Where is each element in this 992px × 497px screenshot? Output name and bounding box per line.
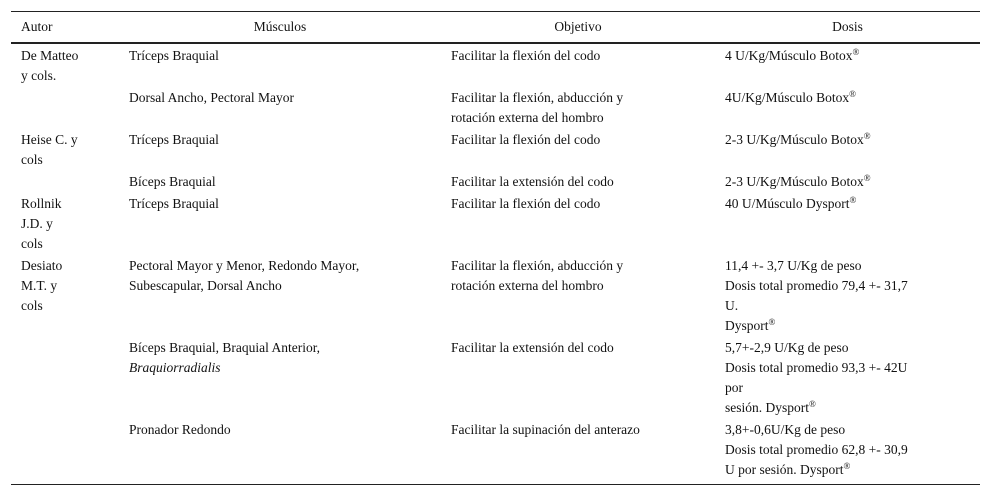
autor-line: Rollnik [21, 196, 62, 211]
cell-musculos [119, 129, 441, 171]
cell-autor [11, 193, 119, 255]
dosis-line-with-mark [725, 316, 970, 336]
objetivo-line: Facilitar la supinación del anterazo [451, 422, 640, 437]
dosis-line-with-mark [725, 88, 970, 108]
cell-dosis [715, 337, 980, 419]
dosis-line: 11,4 +- 3,7 U/Kg de peso [725, 258, 862, 273]
dosis-line: Dosis total promedio 93,3 +- 42U [725, 360, 908, 375]
dosis-line: Dosis total promedio 79,4 +- 31,7 [725, 278, 908, 293]
dosis-line: 2-3 U/Kg/Músculo Botox [725, 174, 864, 189]
cell-objetivo [441, 43, 715, 87]
cell-autor [11, 171, 119, 193]
objetivo-line: Facilitar la extensión del codo [451, 340, 614, 355]
musculos-line: Bíceps Braquial, Braquial Anterior, [129, 340, 321, 355]
cell-autor [11, 255, 119, 337]
dosing-table [11, 11, 980, 485]
objetivo-line: rotación externa del hombro [451, 278, 604, 293]
objetivo-line: Facilitar la extensión del codo [451, 174, 614, 189]
table-row [11, 87, 980, 129]
musculos-line: Tríceps Braquial [129, 48, 219, 63]
dosis-line: 2-3 U/Kg/Músculo Botox [725, 132, 864, 147]
registered-mark: ® [863, 131, 871, 141]
registered-mark: ® [843, 461, 851, 471]
dosing-table-container [11, 11, 980, 485]
cell-dosis [715, 171, 980, 193]
dosis-line-with-mark [725, 172, 970, 192]
musculos-line: Pronador Redondo [129, 422, 231, 437]
dosis-line: Dysport [725, 318, 769, 333]
cell-musculos [119, 255, 441, 337]
dosis-line: 4 U/Kg/Músculo Botox [725, 48, 853, 63]
cell-dosis [715, 129, 980, 171]
header-row [11, 12, 980, 44]
cell-autor [11, 419, 119, 485]
cell-objetivo [441, 255, 715, 337]
cell-objetivo [441, 87, 715, 129]
musculos-line: Tríceps Braquial [129, 132, 219, 147]
cell-autor [11, 87, 119, 129]
cell-musculos [119, 171, 441, 193]
registered-mark: ® [863, 173, 871, 183]
registered-mark: ® [809, 399, 816, 409]
dosis-line: U por sesión. Dysport [725, 462, 844, 477]
cell-musculos [119, 337, 441, 419]
musculos-line: Subescapular, Dorsal Ancho [129, 278, 282, 293]
cell-musculos [119, 87, 441, 129]
autor-line: De Matteo [21, 48, 79, 63]
dosis-line: sesión. Dysport [725, 400, 809, 415]
autor-line: cols [21, 152, 43, 167]
objetivo-line: rotación externa del hombro [451, 110, 604, 125]
table-row [11, 193, 980, 255]
autor-line: J.D. y [21, 216, 53, 231]
cell-autor [11, 43, 119, 87]
table-row [11, 419, 980, 485]
autor-line: y cols. [21, 68, 57, 83]
registered-mark: ® [768, 317, 776, 327]
cell-objetivo [441, 129, 715, 171]
dosis-line: Dosis total promedio 62,8 +- 30,9 [725, 442, 908, 457]
objetivo-line: Facilitar la flexión del codo [451, 132, 601, 147]
cell-autor [11, 337, 119, 419]
musculos-line: Tríceps Braquial [129, 196, 219, 211]
registered-mark: ® [849, 195, 857, 205]
dosis-line: 40 U/Músculo Dysport [725, 196, 850, 211]
autor-line: Heise C. y [21, 132, 78, 147]
table-row [11, 337, 980, 419]
table-row [11, 255, 980, 337]
cell-dosis [715, 87, 980, 129]
table-row [11, 43, 980, 87]
dosis-line: U. [725, 298, 739, 313]
musculos-line: Pectoral Mayor y Menor, Redondo Mayor, [129, 258, 360, 273]
header-dosis: Dosis [715, 12, 980, 44]
cell-objetivo [441, 337, 715, 419]
objetivo-line: Facilitar la flexión del codo [451, 48, 601, 63]
registered-mark: ® [852, 47, 860, 57]
objetivo-line: Facilitar la flexión, abducción y [451, 258, 624, 273]
cell-objetivo [441, 419, 715, 485]
dosis-line: 3,8+-0,6U/Kg de peso [725, 422, 846, 437]
dosis-line: 5,7+-2,9 U/Kg de peso [725, 340, 849, 355]
cell-musculos [119, 193, 441, 255]
cell-autor [11, 129, 119, 171]
dosis-line-with-mark [725, 46, 970, 66]
cell-dosis [715, 193, 980, 255]
autor-line: M.T. y [21, 278, 58, 293]
header-objetivo: Objetivo [441, 12, 715, 44]
cell-dosis [715, 43, 980, 87]
cell-musculos [119, 43, 441, 87]
cell-objetivo [441, 171, 715, 193]
musculos-line: Bíceps Braquial [129, 174, 216, 189]
registered-mark: ® [849, 89, 856, 99]
table-row [11, 171, 980, 193]
musculos-line: Braquiorradialis [129, 360, 221, 375]
dosis-line-with-mark [725, 398, 970, 418]
header-autor: Autor [11, 12, 119, 44]
autor-line: Desiato [21, 258, 63, 273]
dosis-line-with-mark [725, 460, 970, 480]
cell-musculos [119, 419, 441, 485]
objetivo-line: Facilitar la flexión del codo [451, 196, 601, 211]
dosis-line-with-mark [725, 194, 970, 214]
dosis-line-with-mark [725, 130, 970, 150]
dosis-line: por [725, 380, 743, 395]
cell-dosis [715, 255, 980, 337]
autor-line: cols [21, 236, 43, 251]
cell-objetivo [441, 193, 715, 255]
objetivo-line: Facilitar la flexión, abducción y [451, 90, 624, 105]
header-musculos: Músculos [119, 12, 441, 44]
table-row [11, 129, 980, 171]
musculos-line: Dorsal Ancho, Pectoral Mayor [129, 90, 294, 105]
cell-dosis [715, 419, 980, 485]
dosis-line: 4U/Kg/Músculo Botox [725, 90, 850, 105]
autor-line: cols [21, 298, 43, 313]
